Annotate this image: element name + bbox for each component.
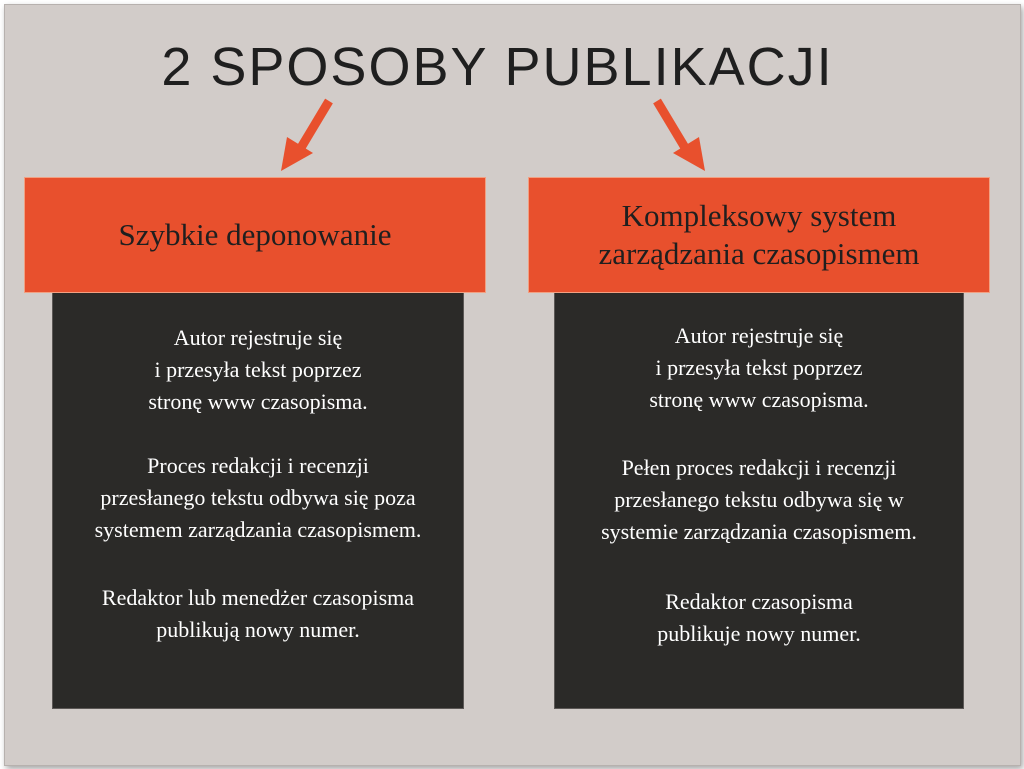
right-paragraph-review: Pełen proces redakcji i recenzji przesłanego tekstu odbywa się w systemie zarządzania czasopismem. — [601, 455, 917, 544]
left-paragraph-registration: Autor rejestruje się i przesyła tekst poprzez stronę www czasopisma. — [148, 325, 368, 414]
slide — [4, 4, 1021, 766]
right-paragraph-registration: Autor rejestruje się i przesyła tekst poprzez stronę www czasopisma. — [649, 323, 869, 412]
content-journal-management-system — [554, 291, 964, 709]
right-paragraph-publication: Redaktor czasopisma publikuje nowy numer. — [657, 589, 861, 646]
header-quick-deposit-label: Szybkie deponowanie — [118, 217, 392, 252]
header-quick-deposit — [24, 177, 486, 293]
header-journal-management-system — [528, 177, 990, 293]
arrow-down-right-icon — [645, 93, 715, 179]
slide-title: 2 SPOSOBY PUBLIKACJI — [161, 37, 834, 97]
arrow-down-left-icon — [273, 93, 343, 179]
left-paragraph-publication: Redaktor lub menedżer czasopisma publikują nowy numer. — [101, 585, 415, 642]
header-journal-management-system-label: Kompleksowy system zarządzania czasopismem — [598, 198, 920, 271]
left-paragraph-review: Proces redakcji i recenzji przesłanego tekstu odbywa się poza systemem zarządzania czasopismem. — [94, 453, 422, 542]
content-quick-deposit — [52, 291, 464, 709]
